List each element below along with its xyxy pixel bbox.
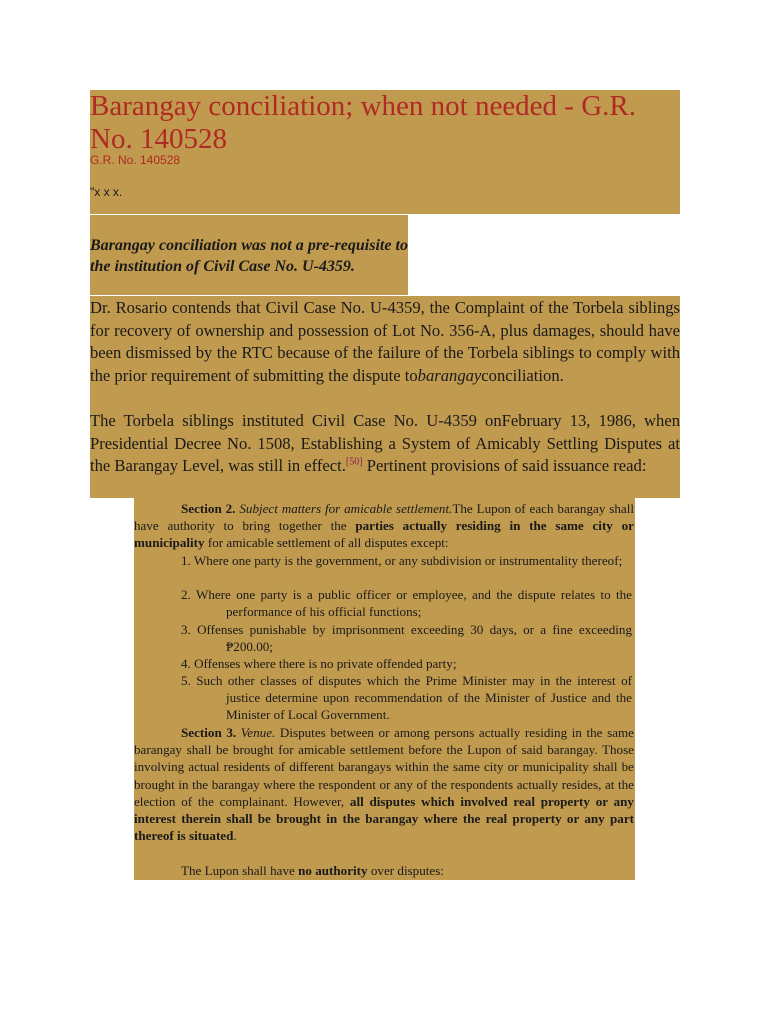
exception-item: 2. Where one party is a public officer or employee, and the dispute relates to the performance of his official functions; [181,587,632,620]
exception-item: 5. Such other classes of disputes which the Prime Minister may in the interest of justice determine upon recommendation of the Minister of Justice and the Minister of Local Government. [181,673,632,723]
section-heading: Barangay conciliation was not a pre-requisite to the institution of Civil Case No. U-4359. [90,237,408,275]
exception-item: 4. Offenses where there is no private offended party; [181,656,457,671]
paragraph-institution: The Torbela siblings instituted Civil Case No. U-4359 onFebruary 13, 1986, when Presidential Decree No. 1508, Establishing a System of Amicably Settling Disputes at the Barangay Level, was still in effect.[50] Pertinent provisions of said issuance read: [90,411,680,475]
section-3-text: Section 3. Venue. Disputes between or among persons actually residing in the same barangay shall be brought for amicable settlement before the Lupon of said barangay. Those involving actual residents of different barangays within the same city or municipality shall be brought in the barangay where the respondent or any of the respondents actually resides, at the election of the complainant. However, all disputes which involved real property or any interest therein shall be brought in the barangay where the real property or any part thereof is situated. [134,725,634,844]
lupon-authority-line: The Lupon shall have no authority over disputes: [181,863,444,878]
paragraph-contention: Dr. Rosario contends that Civil Case No. U-4359, the Complaint of the Torbela siblings for recovery of ownership and possession of Lot No. 356-A, plus damages, should have been dismissed by the RTC because of the failure of the Torbela siblings to comply with the prior requirement of submitting the dispute tobarangayconciliation. [90,298,680,385]
case-number-subtitle: G.R. No. 140528 [90,153,181,167]
exception-item: 1. Where one party is the government, or any subdivision or instrumentality thereof; [181,553,623,568]
intro-ellipsis: "x x x. [90,185,123,199]
footnote-reference[interactable]: [50] [345,456,363,468]
page-title: Barangay conciliation; when not needed - G.R. No. 140528 [90,90,637,155]
exception-item: 3. Offenses punishable by imprisonment exceeding 30 days, or a fine exceeding ₱200.00; [181,622,632,655]
barangay-italic: barangay [417,365,482,385]
section-2-text: Section 2. Subject matters for amicable settlement.The Lupon of each barangay shall have authority to bring together the parties actually residing in the same city or municipality for amicable settlement of all disputes except: [134,501,635,551]
